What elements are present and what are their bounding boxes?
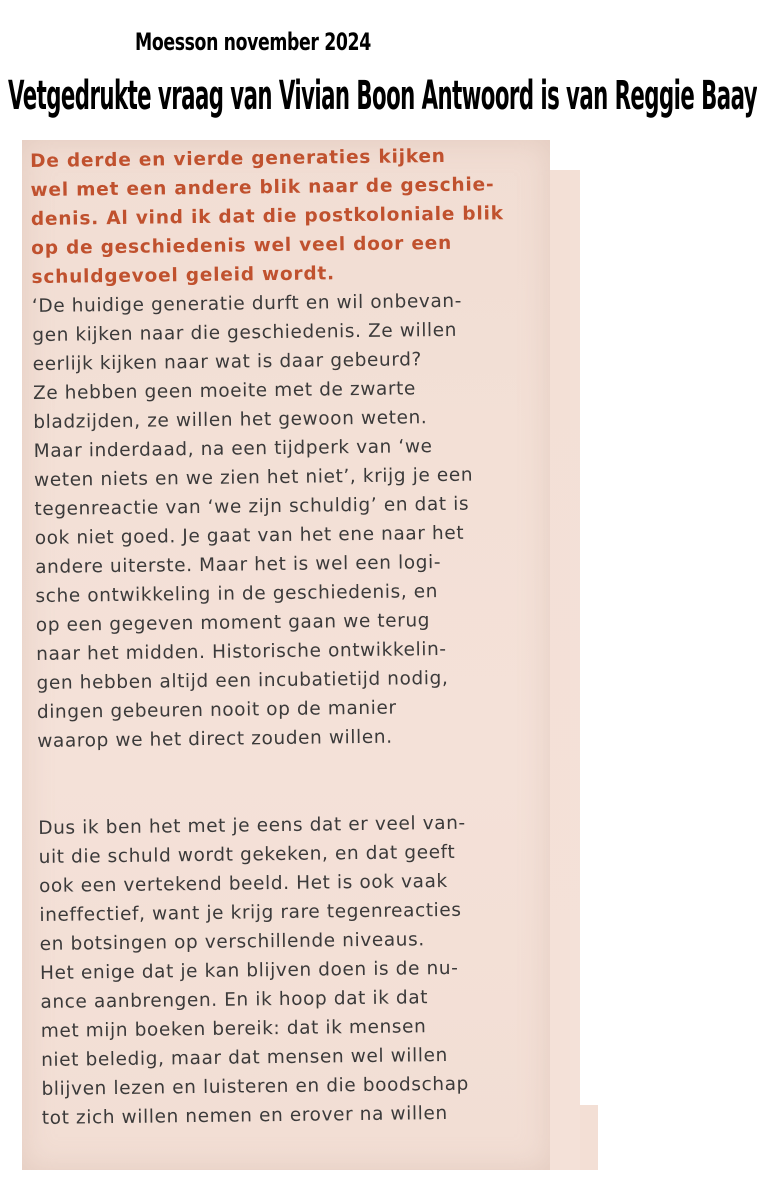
question-line: op de geschiedenis wel veel door een bbox=[31, 232, 453, 259]
answer-line: ance aanbrengen. En ik hoop dat ik dat bbox=[40, 987, 429, 1013]
answer-line: ook een vertekend beeld. Het is ook vaak bbox=[38, 870, 448, 897]
answer-line: niet beledig, maar dat mensen wel willen bbox=[41, 1044, 449, 1071]
answer-line: en botsingen op verschillende niveaus. bbox=[39, 929, 425, 955]
answer-line: Maar inderdaad, na een tijdperk van ‘we bbox=[33, 436, 433, 462]
answer-line: gen kijken naar die geschiedenis. Ze willen bbox=[32, 319, 458, 346]
cutoff-line: tot zich willen nemen en erover na willen bbox=[41, 1102, 448, 1129]
answer-line: op een gegeven moment gaan we terug bbox=[35, 610, 431, 636]
answer-line: Het enige dat je kan blijven doen is de nu- bbox=[39, 957, 459, 984]
answer-line: Ze hebben geen moeite met de zwarte bbox=[32, 378, 417, 404]
answer-line: dingen gebeuren nooit op de manier bbox=[36, 697, 397, 723]
answer-line: waarop we het direct zouden willen. bbox=[37, 726, 393, 752]
answer-line: weten niets en we zien het niet’, krijg je een bbox=[33, 464, 474, 491]
answer-line: naar het midden. Historische ontwikkelin- bbox=[36, 638, 447, 665]
answer-line: Dus ik ben het met je eens dat er veel van- bbox=[38, 812, 466, 839]
answer-line: uit die schuld wordt gekeken, en dat geeft bbox=[38, 841, 456, 868]
question-line: denis. Al vind ik dat die postkoloniale blik bbox=[30, 203, 504, 230]
answer-line: gen hebben altijd een incubatietijd nodig, bbox=[36, 667, 449, 694]
article-text bbox=[30, 140, 602, 1129]
header bbox=[0, 0, 757, 140]
paragraph-gap bbox=[37, 749, 598, 814]
answer-paragraph-1 bbox=[32, 285, 598, 756]
answer-line: ineffectief, want je krijg rare tegenreacties bbox=[39, 899, 462, 926]
answer-paragraph-2 bbox=[38, 807, 602, 1129]
answer-line: bladzijden, ze willen het gewoon weten. bbox=[33, 407, 428, 433]
answer-line: eerlijk kijken naar wat is daar gebeurd? bbox=[32, 349, 423, 375]
question-line: schuldgevoel geleid wordt. bbox=[31, 263, 336, 288]
bold-question bbox=[30, 140, 592, 292]
answer-line: ‘De huidige generatie durft en wil onbevan- bbox=[31, 290, 463, 317]
question-line: De derde en vierde generaties kijken bbox=[30, 145, 446, 172]
answer-line: met mijn boeken bereik: dat ik mensen bbox=[40, 1016, 427, 1042]
source-title: Moesson november 2024 bbox=[135, 28, 371, 56]
answer-line: tegenreactie van ‘we zijn schuldig’ en dat is bbox=[34, 493, 470, 520]
answer-line: ook niet goed. Je gaat van het ene naar het bbox=[34, 522, 465, 549]
caption-title: Vetgedrukte vraag van Vivian Boon Antwoord is van Reggie Baay bbox=[8, 72, 757, 119]
question-line: wel met een andere blik naar de geschie- bbox=[30, 174, 495, 201]
answer-line: blijven lezen en luisteren en die boodschap bbox=[41, 1073, 470, 1100]
answer-line: sche ontwikkeling in de geschiedenis, en bbox=[35, 581, 439, 607]
answer-line: andere uiterste. Maar het is wel een logi- bbox=[35, 552, 442, 578]
